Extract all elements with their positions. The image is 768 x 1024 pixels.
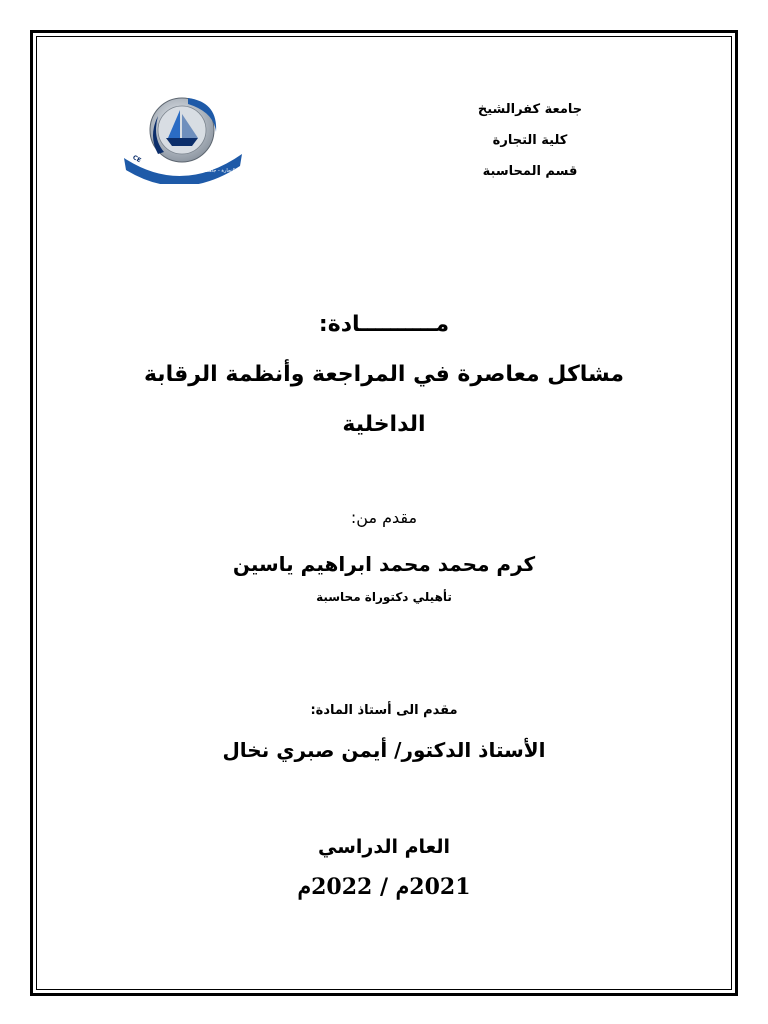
academic-year-value: 2021م / 2022م [297,874,471,900]
logo-arabic-text: كلية التجارة - جامعة كفرالشيخ [182,168,246,174]
subject-title-line2: الداخلية [342,412,426,437]
presented-to-label: مقدم الى أستاذ المادة: [310,703,458,718]
student-degree: تأهيلي دكتوراة محاسبة [316,590,452,604]
presented-by-label: مقدم من: [350,508,418,527]
academic-year-label: العام الدراسي [317,836,451,858]
subject-label: مــــــــــادة: [318,312,450,337]
professor-name: الأستاذ الدكتور/ أيمن صبري نخال [222,738,546,762]
faculty-of-commerce-logo [118,92,248,184]
department-name: قسم المحاسبة [482,164,578,179]
svg-text:FACULTY OF COMMERCE: CE [131,153,143,165]
subject-title-line1: مشاكل معاصرة في المراجعة وأنظمة الرقابة [143,362,625,387]
logo-emblem-icon [118,92,248,184]
faculty-name: كلية التجارة [492,133,568,148]
student-name: كرم محمد محمد ابراهيم ياسين [232,552,536,576]
university-name: جامعة كفرالشيخ [477,102,583,117]
institution-header [420,94,640,187]
